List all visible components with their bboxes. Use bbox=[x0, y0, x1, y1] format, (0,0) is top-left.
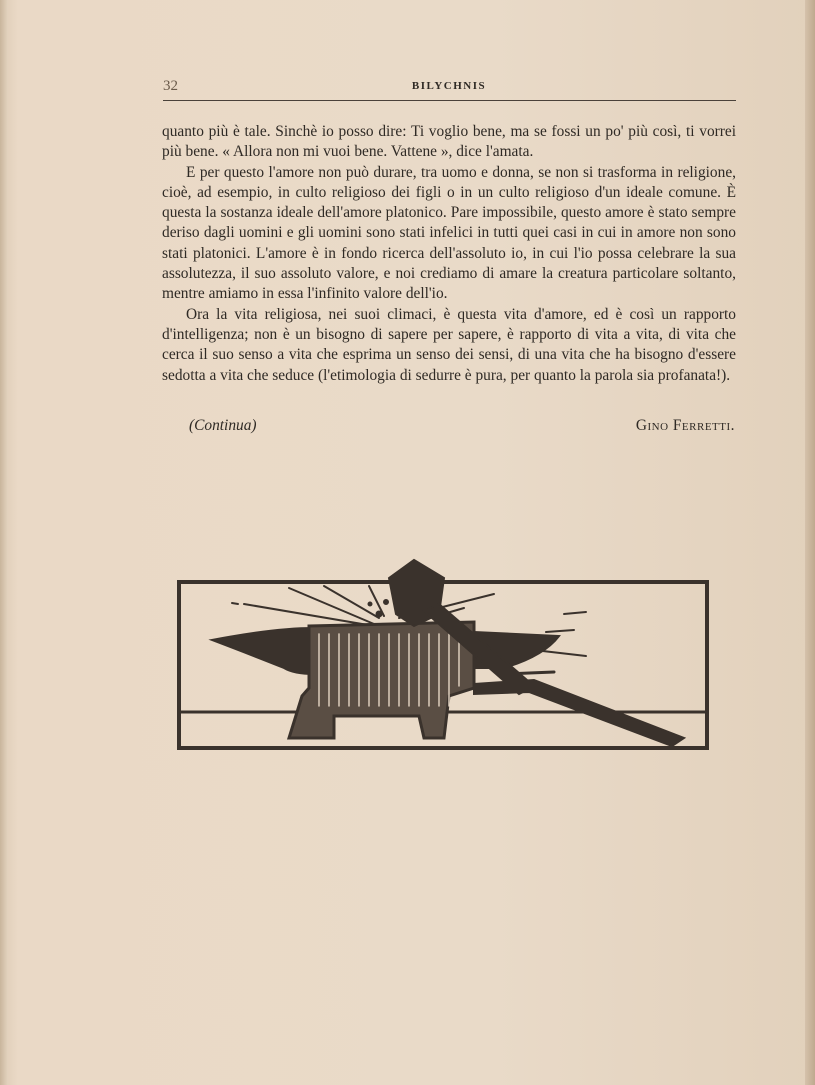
signature-row bbox=[162, 417, 736, 439]
paragraph: E per questo l'amore non può durare, tra uomo e donna, se non si trasforma in religione, cioè, ad esempio, in culto religioso dei figli o in un culto religioso d'un ideale comune. È questa la sostanza ideale dell'amore platonico. Pare impossibile, questo amore è stato sempre deriso dagli uomini e gli uomini sono stati infelici in tutti quei casi in cui in amore non sono stati platonici. L'amore è in fondo ricerca dell'assoluto io, in cui l'io possa celebrare la sua assolutezza, il suo assoluto valore, e noi crediamo di amare la creatura particolare soltanto, mentre amiamo in essa l'infinito valore dell'io. bbox=[162, 163, 736, 303]
paragraph-continuation: quanto più è tale. Sinchè io posso dire: Ti voglio bene, ma se fossi un po' più così, ti vorrei più bene. « Allora non mi vuoi bene. Vattene », dice l'amata. bbox=[162, 123, 736, 161]
spark-dot bbox=[376, 611, 382, 617]
header-rule bbox=[163, 100, 736, 101]
spark-dot bbox=[384, 600, 389, 605]
tongs-jaw bbox=[504, 672, 554, 674]
anvil-body bbox=[289, 622, 474, 738]
article-body bbox=[162, 122, 736, 386]
anvil-hammer-woodcut bbox=[174, 556, 712, 754]
page-left-edge bbox=[0, 0, 8, 1085]
spark-dot bbox=[368, 602, 372, 606]
author-signature: Gino Ferretti. bbox=[635, 417, 735, 434]
page-right-edge bbox=[805, 0, 815, 1085]
continued-note: (Continua) bbox=[189, 417, 257, 434]
paragraph: Ora la vita religiosa, nei suoi climaci, è questa vita d'amore, ed è così un rapporto d'intelligenza; non è un bisogno di sapere per sapere, è rapporto di vita a vita, di vita che cerca il suo senso a vita che esprima un senso dei sensi, di una vita che ha bisogno d'essere sedotta a vita che seduce (l'etimologia di sedurre è pura, per quanto la parola sia profanata!). bbox=[162, 305, 736, 384]
page-number: 32 bbox=[163, 78, 178, 94]
running-title: BILYCHNIS bbox=[411, 80, 487, 92]
anvil-horn bbox=[212, 628, 314, 674]
page-header bbox=[163, 78, 735, 100]
